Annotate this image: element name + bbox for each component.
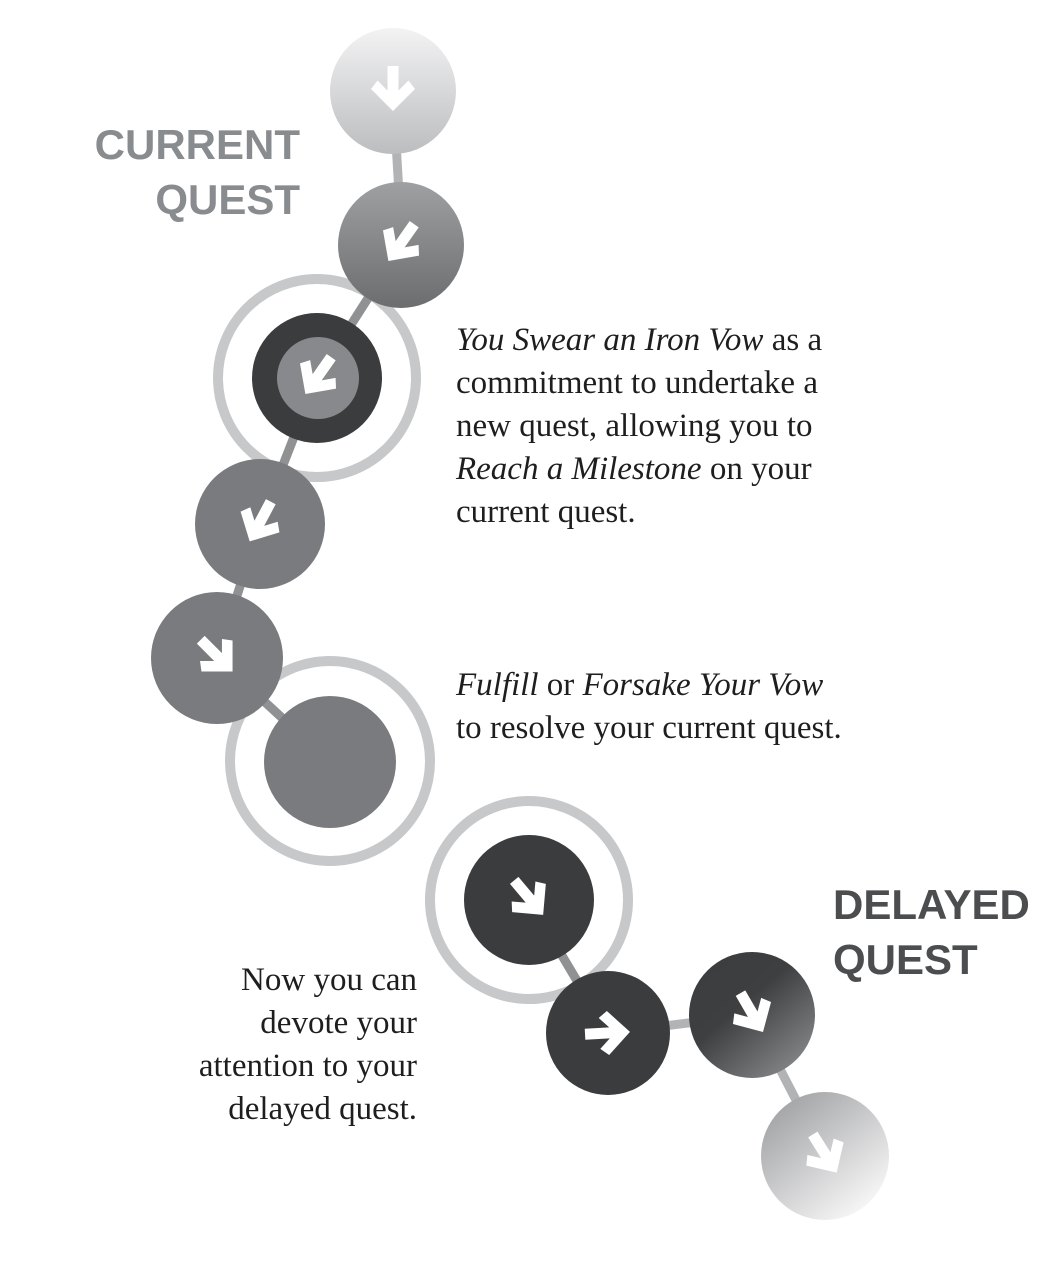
current-quest-label <box>95 117 300 227</box>
current-quest-label-line1: CURRENT <box>94 121 300 168</box>
delayed-quest-label <box>833 877 1030 987</box>
delayed-quest-label-line2: QUEST <box>833 936 978 983</box>
swear-vow-annotation: You Swear an Iron Vow as a commitment to undertake a new quest, allowing you to Reach a Milestone on your current quest. <box>456 322 823 530</box>
current-quest-end-node <box>264 696 396 828</box>
delayed-quest-label-line1: DELAYED <box>833 881 1030 928</box>
resolve-vow-annotation: Fulfill or Forsake Your Vow to resolve your current quest. <box>456 667 842 746</box>
delayed-quest-annotation: Now you can devote your attention to your delayed quest. <box>198 962 417 1127</box>
current-quest-label-line2: QUEST <box>155 176 300 223</box>
